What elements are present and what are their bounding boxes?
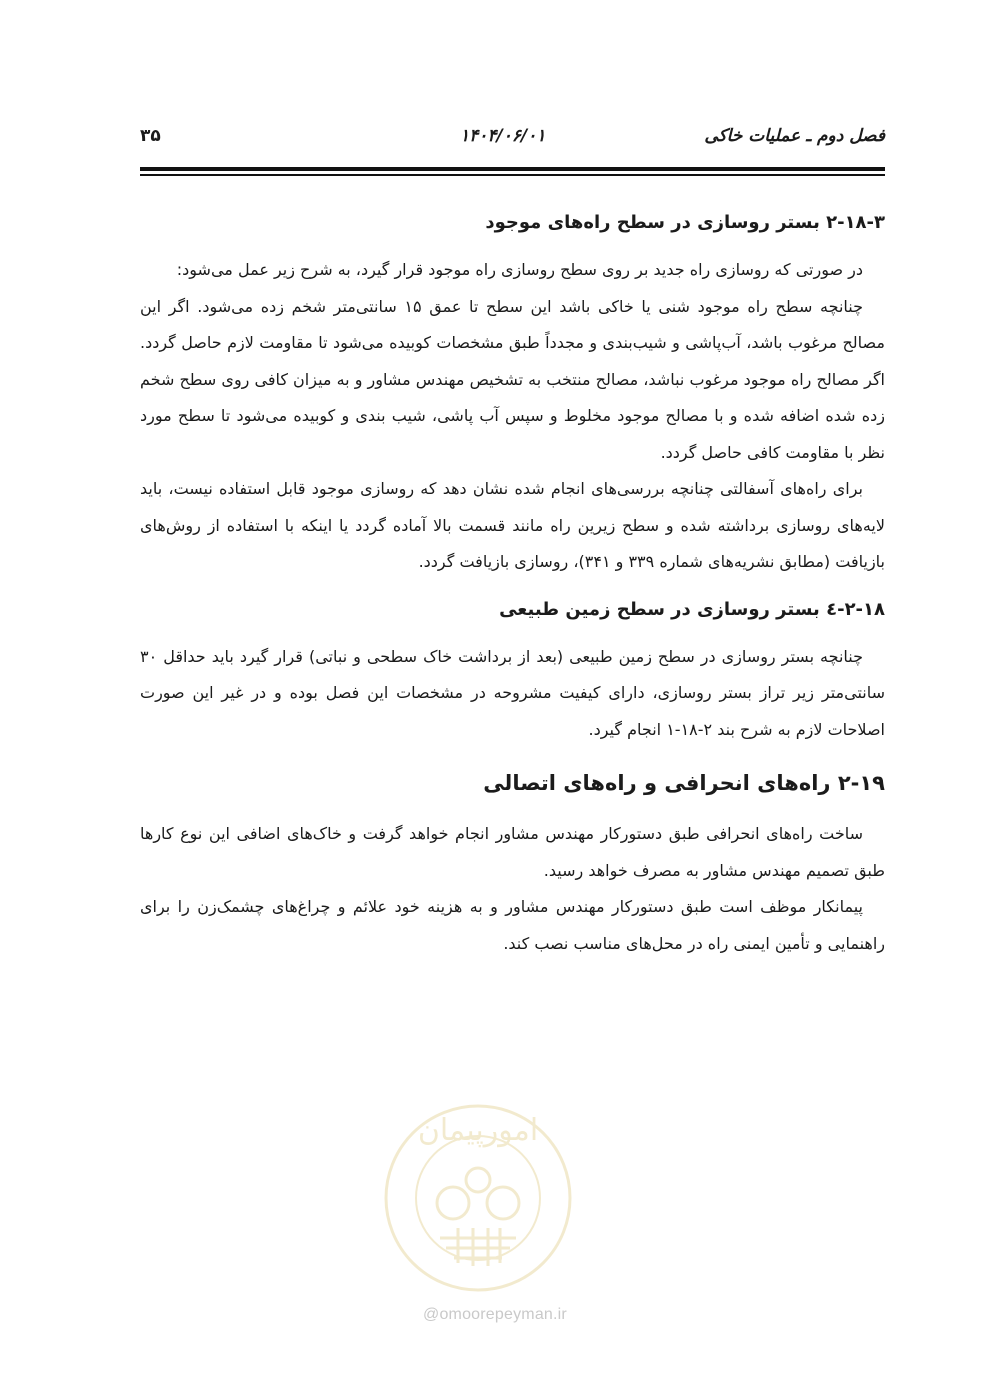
chapter-title: فصل دوم ـ عملیات خاکی: [704, 126, 885, 146]
section-heading-2-18-3: ۲-۱۸-۳ بستر روسازی در سطح راه‌های موجود: [485, 212, 885, 233]
paragraph: برای راه‌های آسفالتی چنانچه بررسی‌های انجام شده نشان دهد که روسازی موجود قابل استفاده نیست، باید لایه‌های روسازی برداشته شده و سطح زیرین راه مانند قسمت بالا آماده گردد یا اینکه با استفاده از روش‌های بازیافت (مطابق نشریه‌های شماره ۳۳۹ و ۳۴۱)، روسازی بازیافت گردد.: [140, 479, 885, 571]
paragraph: چنانچه سطح راه موجود شنی یا خاکی باشد این سطح تا عمق ۱۵ سانتی‌متر شخم زده می‌شود. اگر این مصالح مرغوب باشد، آب‌پاشی و شیب‌بندی و مجدداً طبق مشخصات کوبیده می‌شود تا مقاومت لازم حاصل گردد. اگر مصالح راه موجود مرغوب نباشد، مصالح منتخب به تشخیص مهندس مشاور و به میزان کافی روی سطح شخم زده شده اضافه شده و با مصالح موجود مخلوط و سپس آب پاشی، شیب بندی و کوبیده می‌شود تا سطح مورد نظر با مقاومت کافی حاصل گردد.: [140, 296, 885, 462]
watermark-logo: [378, 1098, 578, 1298]
watermark-logo-text: امورپیمان: [417, 1113, 539, 1148]
paragraph: پیمانکار موظف است طبق دستورکار مهندس مشاور و به هزینه خود علائم و چراغ‌های چشمک‌زن را برای راهنمایی و تأمین ایمنی راه در محل‌های مناسب نصب کند.: [140, 897, 885, 953]
paragraph: ساخت راه‌های انحرافی طبق دستورکار مهندس مشاور انجام خواهد گرفت و خاک‌های اضافی این نوع کارها طبق تصمیم مهندس مشاور به مصرف خواهد رسید.: [140, 824, 885, 880]
watermark-url: @omoorepeyman.ir: [423, 1306, 567, 1323]
paragraph: در صورتی که روسازی راه جدید بر روی سطح روسازی راه موجود قرار گیرد، به شرح زیر عمل می‌شود:: [176, 260, 863, 279]
page-number: ۳۵: [140, 126, 161, 146]
header-date: ۱۴۰۴/۰۶/۰۱: [460, 126, 546, 146]
header-rule-thick: [140, 167, 885, 171]
page-body: [140, 208, 885, 962]
section-heading-2-19: ۲-۱۹ راه‌های انحرافی و راه‌های اتصالی: [483, 771, 885, 795]
page-header: [140, 126, 885, 160]
paragraph: چنانچه بستر روسازی در سطح زمین طبیعی (بعد از برداشت خاک سطحی و نباتی) قرار گیرد باید حداقل ۳۰ سانتی‌متر زیر تراز بستر روسازی، دارای کیفیت مشروحه در مشخصات این فصل بوده و در غیر این صورت اصلاحات لازم به شرح بند ۲-۱۸-۱ انجام گیرد.: [140, 646, 885, 739]
header-rule-thin: [140, 174, 885, 176]
section-heading-2-18-4: ۲-۱۸-٤ بستر روسازی در سطح زمین طبیعی: [499, 598, 885, 620]
